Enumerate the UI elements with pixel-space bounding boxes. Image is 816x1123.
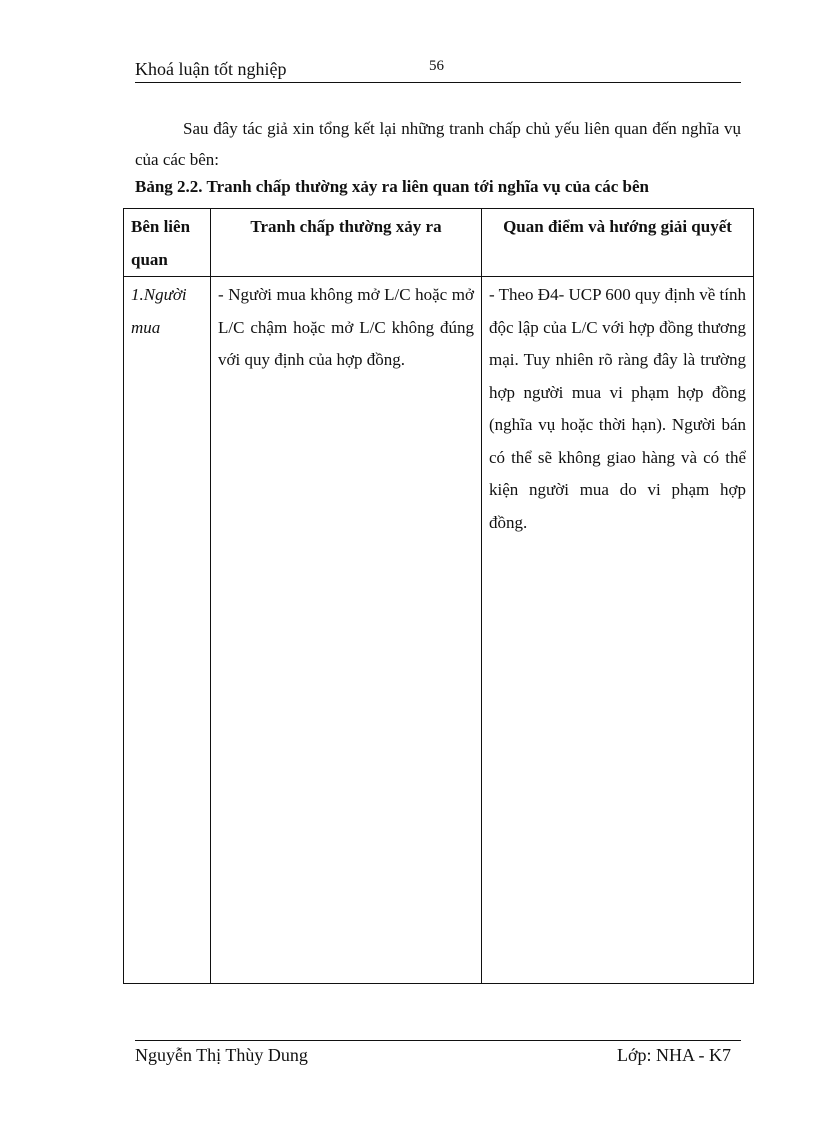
page-number: 56 [429, 58, 444, 74]
table-row [124, 277, 754, 984]
column-header-party: Bên liên quan [124, 209, 211, 277]
resolution-cell: - Theo Đ4- UCP 600 quy định về tính độc lập của L/C với hợp đồng thương mại. Tuy nhiên rõ ràng đây là trường hợp người mua vi phạm hợp đồng (nghĩa vụ hoặc thời hạn). Người bán có thể sẽ không giao hàng và có thể kiện người mua do vi phạm hợp đồng. [482, 277, 754, 984]
document-title: Khoá luận tốt nghiệp [135, 59, 287, 79]
class-label: Lớp: NHA - K7 [616, 1045, 731, 1065]
intro-paragraph [135, 113, 741, 175]
column-header-resolution: Quan điểm và hướng giải quyết [482, 209, 754, 277]
column-header-dispute: Tranh chấp thường xảy ra [211, 209, 482, 277]
table-header-row [124, 209, 754, 277]
disputes-table [123, 208, 754, 984]
page-header [135, 56, 741, 83]
author-name: Nguyễn Thị Thùy Dung [135, 1045, 308, 1065]
intro-text: Sau đây tác giả xin tổng kết lại những tranh chấp chủ yếu liên quan đến nghĩa vụ của các bên: [135, 119, 741, 169]
dispute-cell: - Người mua không mở L/C hoặc mở L/C chậm hoặc mở L/C không đúng với quy định của hợp đồng. [211, 277, 482, 984]
page-footer [135, 1040, 741, 1065]
party-cell: 1.Người mua [124, 277, 211, 984]
table-caption: Bảng 2.2. Tranh chấp thường xảy ra liên quan tới nghĩa vụ của các bên [135, 177, 649, 196]
